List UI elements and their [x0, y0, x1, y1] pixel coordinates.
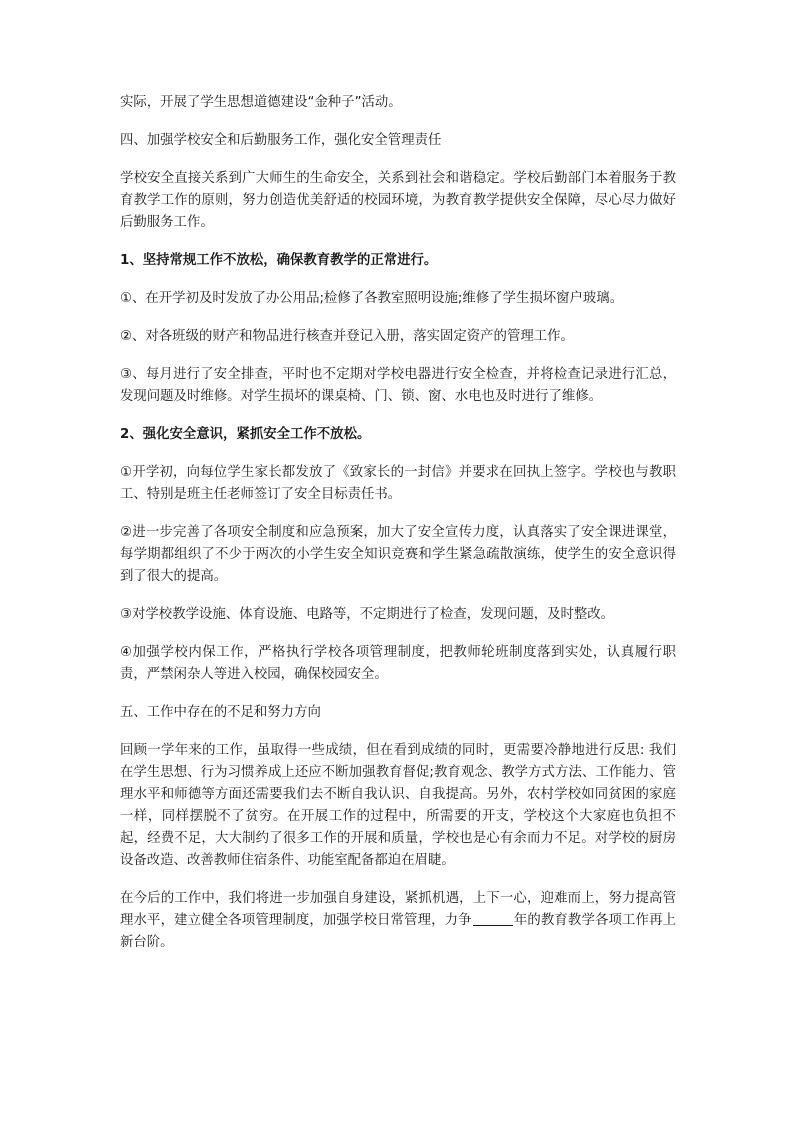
year-blank-line	[473, 911, 513, 926]
subheading-safety-awareness: 2、强化安全意识，紧抓安全工作不放松。	[120, 427, 371, 442]
paragraph-safety-2: ②进一步完善了各项安全制度和应急预案，加大了安全宣传力度，认真落实了安全课进课堂，每学期都组织了不少于两次的小学生安全知识竞赛和学生紧急疏散演练，使学生的安全意识得到了很大的提高。	[120, 525, 676, 584]
paragraph-safety-3: ③对学校教学设施、体育设施、电路等，不定期进行了检查，发现问题，及时整改。	[120, 607, 615, 622]
paragraph-future	[120, 888, 676, 954]
section-heading-shortcomings: 五、工作中存在的不足和努力方向	[120, 705, 321, 720]
paragraph-safety-1: ①开学初，向每位学生家长都发放了《致家长的一封信》并要求在回执上签字。学校也与教职工、特别是班主任老师签订了安全目标责任书。	[120, 465, 676, 502]
future-text-after: 年的教育教学各项工作再上新台阶。	[120, 913, 677, 950]
future-text-before: 在今后的工作中，我们将进一步加强自身建设，紧抓机遇，上下一心，迎难而上，努力提高管理水平，建立健全各项管理制度，加强学校日常管理，力争	[120, 891, 676, 928]
paragraph-safety-4: ④加强学校内保工作，严格执行学校各项管理制度，把教师轮班制度落到实处，认真履行职责，严禁闲杂人等进入校园，确保校园安全。	[120, 645, 676, 682]
paragraph-item-3: ③、每月进行了安全排查，平时也不定期对学校电器进行安全检查，并将检查记录进行汇总，发现问题及时维修。对学生损坏的课桌椅、门、锁、窗、水电也及时进行了维修。	[120, 367, 676, 404]
paragraph-activity: 实际，开展了学生思想道德建设“金种子”活动。	[120, 95, 402, 110]
paragraph-item-1: ①、在开学初及时发放了办公用品;检修了各教室照明设施;维修了学生损坏窗户玻璃。	[120, 291, 624, 306]
paragraph-safety-intro: 学校安全直接关系到广大师生的生命安全，关系到社会和谐稳定。学校后勤部门本着服务于教育教学工作的原则，努力创造优美舒适的校园环境，为教育教学提供安全保障，尽心尽力做好后勤服务工作。	[120, 171, 676, 230]
subheading-routine-work: 1、坚持常规工作不放松，确保教育教学的正常进行。	[120, 253, 438, 268]
section-heading-safety: 四、加强学校安全和后勤服务工作，强化安全管理责任	[120, 133, 442, 148]
paragraph-review: 回顾一学年来的工作，虽取得一些成绩，但在看到成绩的同时，更需要冷静地进行反思: 我们在学生思想、行为习惯养成上还应不断加强教育督促;教育观念、教学方式方法、工作能力、管理水平和师德等方面还需要我们去不断自我认识、自我提高。另外，农村学校如同贫困的家庭一样，同样摆脱不了贫穷。在开展工作的过程中，所需要的开支，学校这个大家庭也负担不起，经费不足，大大制约了很多工作的开展和质量，学校也是心有余而力不足。对学校的厨房设备改造、改善教师住宿条件、功能室配备都迫在眉睫。	[120, 743, 676, 868]
paragraph-item-2: ②、对各班级的财产和物品进行核查并登记入册，落实固定资产的管理工作。	[120, 329, 574, 344]
document-body	[120, 92, 676, 970]
